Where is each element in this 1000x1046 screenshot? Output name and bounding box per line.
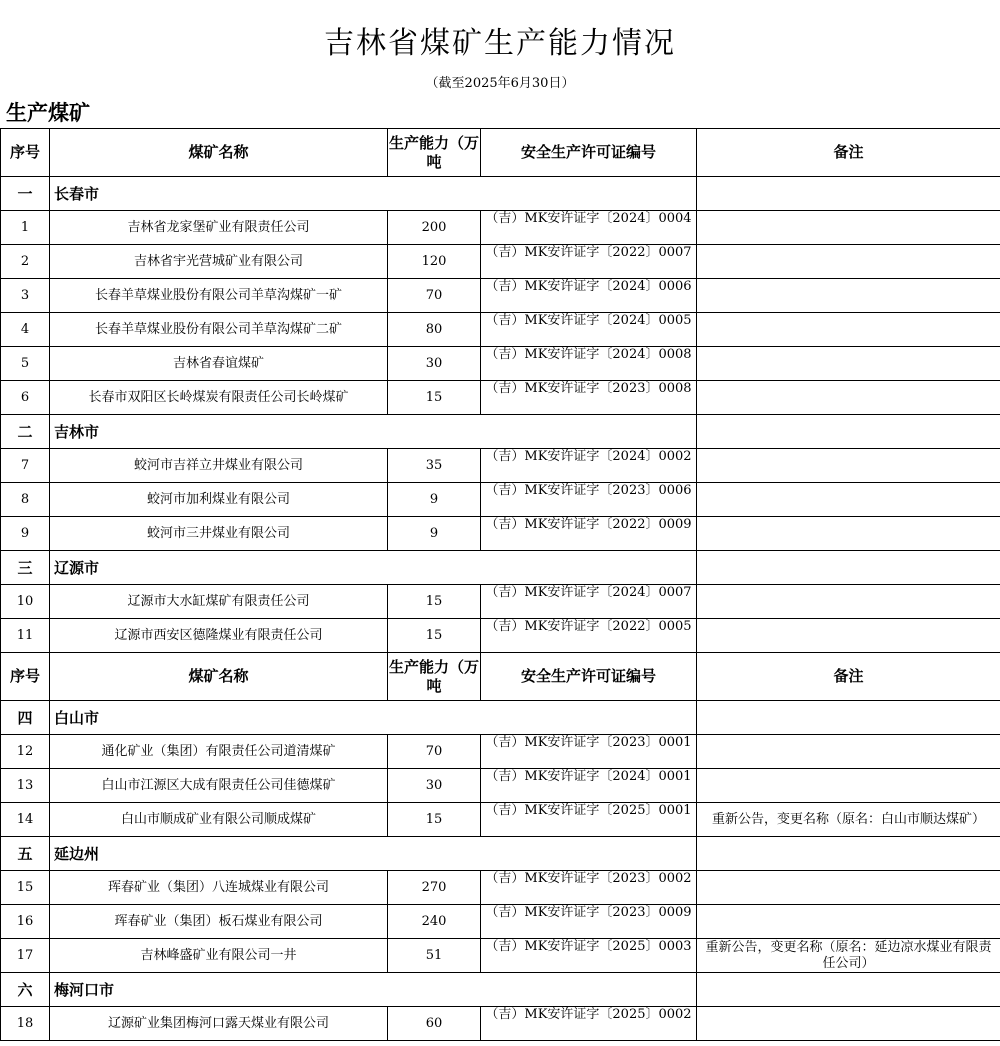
row-seq: 3 xyxy=(1,279,50,313)
license-number: （吉）MK安许证字〔2024〕0008 xyxy=(485,347,692,362)
row-seq: 14 xyxy=(1,803,50,837)
row-capacity: 70 xyxy=(388,279,481,313)
group-number: 一 xyxy=(1,177,50,211)
row-remark xyxy=(697,313,1000,347)
group-row xyxy=(1,973,1000,1007)
row-license xyxy=(481,449,697,483)
row-mine-name: 长春市双阳区长岭煤炭有限责任公司长岭煤矿 xyxy=(50,381,388,415)
group-row xyxy=(1,415,1000,449)
header-license: 安全生产许可证编号 xyxy=(481,653,697,701)
license-number: （吉）MK安许证字〔2024〕0001 xyxy=(485,769,692,784)
row-mine-name: 通化矿业（集团）有限责任公司道清煤矿 xyxy=(50,735,388,769)
row-license xyxy=(481,211,697,245)
license-number: （吉）MK安许证字〔2024〕0005 xyxy=(485,313,692,328)
group-row xyxy=(1,837,1000,871)
license-number: （吉）MK安许证字〔2022〕0007 xyxy=(485,245,692,260)
row-capacity: 70 xyxy=(388,735,481,769)
row-license xyxy=(481,803,697,837)
table-row xyxy=(1,211,1000,245)
as-of-date: （截至2025年6月30日） xyxy=(425,76,575,91)
row-remark xyxy=(697,735,1000,769)
row-license xyxy=(481,347,697,381)
row-seq: 18 xyxy=(1,1007,50,1041)
row-mine-name: 吉林省春谊煤矿 xyxy=(50,347,388,381)
row-remark xyxy=(697,245,1000,279)
row-mine-name: 珲春矿业（集团）八连城煤业有限公司 xyxy=(50,871,388,905)
header-remark: 备注 xyxy=(697,129,1000,177)
group-number: 六 xyxy=(1,973,50,1007)
license-number: （吉）MK安许证字〔2024〕0006 xyxy=(485,279,692,294)
row-license xyxy=(481,313,697,347)
row-seq: 11 xyxy=(1,619,50,653)
row-capacity: 60 xyxy=(388,1007,481,1041)
row-seq: 16 xyxy=(1,905,50,939)
license-number: （吉）MK安许证字〔2023〕0009 xyxy=(485,905,692,920)
group-number: 三 xyxy=(1,551,50,585)
license-number: （吉）MK安许证字〔2022〕0005 xyxy=(485,619,692,634)
row-mine-name: 蛟河市吉祥立井煤业有限公司 xyxy=(50,449,388,483)
license-number: （吉）MK安许证字〔2024〕0004 xyxy=(485,211,692,226)
group-number: 五 xyxy=(1,837,50,871)
row-remark xyxy=(697,871,1000,905)
row-remark xyxy=(697,483,1000,517)
row-license xyxy=(481,939,697,973)
section-heading: 生产煤矿 xyxy=(6,101,90,125)
row-license xyxy=(481,483,697,517)
table-row xyxy=(1,939,1000,973)
row-mine-name: 辽源市大水缸煤矿有限责任公司 xyxy=(50,585,388,619)
row-license xyxy=(481,245,697,279)
row-mine-name: 白山市顺成矿业有限公司顺成煤矿 xyxy=(50,803,388,837)
group-name: 白山市 xyxy=(50,701,697,735)
row-remark xyxy=(697,939,1000,973)
row-capacity: 9 xyxy=(388,483,481,517)
table-row xyxy=(1,483,1000,517)
row-remark xyxy=(697,347,1000,381)
group-number: 二 xyxy=(1,415,50,449)
row-seq: 8 xyxy=(1,483,50,517)
row-remark xyxy=(697,585,1000,619)
group-row xyxy=(1,177,1000,211)
row-seq: 13 xyxy=(1,769,50,803)
row-capacity: 51 xyxy=(388,939,481,973)
table-row xyxy=(1,279,1000,313)
row-capacity: 240 xyxy=(388,905,481,939)
table-row xyxy=(1,871,1000,905)
row-remark xyxy=(697,449,1000,483)
row-license xyxy=(481,1007,697,1041)
group-row xyxy=(1,551,1000,585)
header-mine-name: 煤矿名称 xyxy=(50,653,388,701)
group-remark xyxy=(697,837,1000,871)
row-mine-name: 蛟河市三井煤业有限公司 xyxy=(50,517,388,551)
row-capacity: 15 xyxy=(388,585,481,619)
row-capacity: 30 xyxy=(388,347,481,381)
page-title: 吉林省煤矿生产能力情况 xyxy=(324,26,676,61)
group-remark xyxy=(697,177,1000,211)
table-row xyxy=(1,449,1000,483)
header-capacity: 生产能力（万吨 xyxy=(388,653,481,701)
license-number: （吉）MK安许证字〔2025〕0002 xyxy=(485,1007,692,1022)
row-seq: 12 xyxy=(1,735,50,769)
header-row xyxy=(1,129,1000,177)
row-seq: 17 xyxy=(1,939,50,973)
license-number: （吉）MK安许证字〔2024〕0007 xyxy=(485,585,692,600)
row-seq: 9 xyxy=(1,517,50,551)
header-license: 安全生产许可证编号 xyxy=(481,129,697,177)
row-capacity: 200 xyxy=(388,211,481,245)
group-name: 吉林市 xyxy=(50,415,697,449)
row-seq: 2 xyxy=(1,245,50,279)
row-capacity: 35 xyxy=(388,449,481,483)
row-capacity: 80 xyxy=(388,313,481,347)
coal-mine-table xyxy=(0,128,1000,1041)
row-seq: 7 xyxy=(1,449,50,483)
row-capacity: 15 xyxy=(388,381,481,415)
row-mine-name: 白山市江源区大成有限责任公司佳德煤矿 xyxy=(50,769,388,803)
row-seq: 10 xyxy=(1,585,50,619)
row-remark xyxy=(697,381,1000,415)
row-capacity: 9 xyxy=(388,517,481,551)
group-name: 梅河口市 xyxy=(50,973,697,1007)
row-seq: 4 xyxy=(1,313,50,347)
row-mine-name: 吉林省宇光营城矿业有限公司 xyxy=(50,245,388,279)
group-row xyxy=(1,701,1000,735)
header-seq: 序号 xyxy=(1,129,50,177)
row-mine-name: 吉林峰盛矿业有限公司一井 xyxy=(50,939,388,973)
row-remark xyxy=(697,1007,1000,1041)
remark-text: 重新公告，变更名称（原名：延边凉水煤业有限责任公司） xyxy=(705,939,992,971)
row-license xyxy=(481,585,697,619)
group-remark xyxy=(697,415,1000,449)
row-license xyxy=(481,517,697,551)
row-license xyxy=(481,871,697,905)
header-capacity: 生产能力（万吨 xyxy=(388,129,481,177)
table-row xyxy=(1,1007,1000,1041)
license-number: （吉）MK安许证字〔2025〕0001 xyxy=(485,803,692,818)
row-remark xyxy=(697,279,1000,313)
table-row xyxy=(1,769,1000,803)
group-remark xyxy=(697,701,1000,735)
table-row xyxy=(1,381,1000,415)
license-number: （吉）MK安许证字〔2025〕0003 xyxy=(485,939,692,954)
license-number: （吉）MK安许证字〔2024〕0002 xyxy=(485,449,692,464)
row-mine-name: 吉林省龙家堡矿业有限责任公司 xyxy=(50,211,388,245)
row-seq: 6 xyxy=(1,381,50,415)
row-license xyxy=(481,619,697,653)
row-mine-name: 珲春矿业（集团）板石煤业有限公司 xyxy=(50,905,388,939)
row-seq: 5 xyxy=(1,347,50,381)
row-remark xyxy=(697,517,1000,551)
license-number: （吉）MK安许证字〔2023〕0001 xyxy=(485,735,692,750)
row-license xyxy=(481,905,697,939)
row-license xyxy=(481,279,697,313)
row-mine-name: 辽源矿业集团梅河口露天煤业有限公司 xyxy=(50,1007,388,1041)
row-mine-name: 长春羊草煤业股份有限公司羊草沟煤矿一矿 xyxy=(50,279,388,313)
row-license xyxy=(481,381,697,415)
table-row xyxy=(1,245,1000,279)
remark-text: 重新公告，变更名称（原名：白山市顺达煤矿） xyxy=(711,811,985,827)
table-body xyxy=(1,129,1000,1041)
table-row xyxy=(1,735,1000,769)
table-row xyxy=(1,619,1000,653)
license-number: （吉）MK安许证字〔2022〕0009 xyxy=(485,517,692,532)
license-number: （吉）MK安许证字〔2023〕0008 xyxy=(485,381,692,396)
group-name: 延边州 xyxy=(50,837,697,871)
table-row xyxy=(1,905,1000,939)
row-remark xyxy=(697,803,1000,837)
table-row xyxy=(1,585,1000,619)
table-row xyxy=(1,517,1000,551)
row-capacity: 120 xyxy=(388,245,481,279)
license-number: （吉）MK安许证字〔2023〕0006 xyxy=(485,483,692,498)
group-name: 长春市 xyxy=(50,177,697,211)
table-row xyxy=(1,313,1000,347)
header-remark: 备注 xyxy=(697,653,1000,701)
header-row xyxy=(1,653,1000,701)
group-number: 四 xyxy=(1,701,50,735)
header-seq: 序号 xyxy=(1,653,50,701)
row-license xyxy=(481,735,697,769)
row-capacity: 15 xyxy=(388,803,481,837)
header-mine-name: 煤矿名称 xyxy=(50,129,388,177)
row-capacity: 15 xyxy=(388,619,481,653)
group-name: 辽源市 xyxy=(50,551,697,585)
row-mine-name: 辽源市西安区德隆煤业有限责任公司 xyxy=(50,619,388,653)
row-mine-name: 蛟河市加利煤业有限公司 xyxy=(50,483,388,517)
row-seq: 15 xyxy=(1,871,50,905)
table-row xyxy=(1,803,1000,837)
row-seq: 1 xyxy=(1,211,50,245)
row-remark xyxy=(697,619,1000,653)
row-capacity: 30 xyxy=(388,769,481,803)
license-number: （吉）MK安许证字〔2023〕0002 xyxy=(485,871,692,886)
group-remark xyxy=(697,551,1000,585)
row-remark xyxy=(697,769,1000,803)
row-remark xyxy=(697,905,1000,939)
group-remark xyxy=(697,973,1000,1007)
row-capacity: 270 xyxy=(388,871,481,905)
row-remark xyxy=(697,211,1000,245)
row-mine-name: 长春羊草煤业股份有限公司羊草沟煤矿二矿 xyxy=(50,313,388,347)
row-license xyxy=(481,769,697,803)
table-row xyxy=(1,347,1000,381)
